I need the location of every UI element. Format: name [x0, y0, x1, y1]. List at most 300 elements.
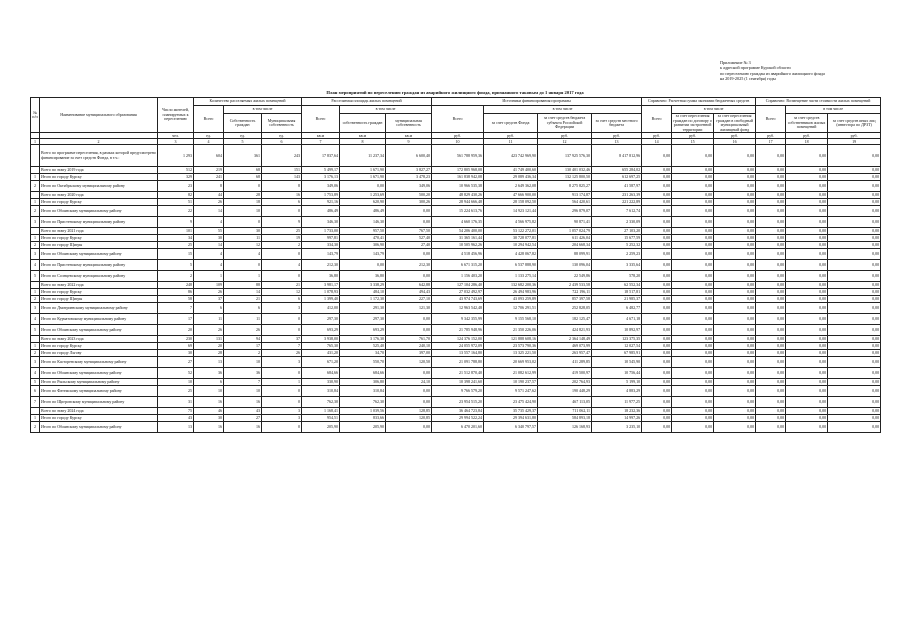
value-cell: 0,00: [642, 235, 672, 242]
value-cell: 1: [262, 379, 302, 386]
value-cell: 28 158 092,50: [484, 199, 538, 206]
header-fin-incl: в том числе: [484, 106, 642, 114]
value-cell: 0,00: [386, 397, 432, 408]
value-cell: 0,00: [756, 271, 786, 282]
municipality-name: Итого по Курчатовскому муниципальному району: [40, 314, 158, 325]
value-cell: 0,00: [714, 145, 756, 167]
municipality-name: Итого по Рыльскому муниципальному району: [40, 379, 158, 386]
value-cell: 0,00: [642, 303, 672, 314]
value-cell: 0,00: [672, 336, 714, 343]
value-cell: 0,00: [642, 192, 672, 199]
value-cell: 41 749 400,60: [484, 167, 538, 174]
unit-cell: руб.: [642, 133, 672, 139]
value-cell: 0,00: [642, 145, 672, 167]
value-cell: 0,00: [672, 174, 714, 181]
value-cell: 0,00: [672, 386, 714, 397]
value-cell: 1 671,90: [340, 174, 386, 181]
column-index-cell: 4: [194, 139, 224, 145]
value-cell: 0,00: [672, 145, 714, 167]
value-cell: 921,16: [302, 199, 340, 206]
people-count: 43: [158, 415, 194, 422]
value-cell: 0,00: [642, 167, 672, 174]
value-cell: 0,00: [714, 217, 756, 228]
value-cell: 0,00: [642, 408, 672, 415]
value-cell: 0,00: [672, 357, 714, 368]
people-count: 31: [158, 397, 194, 408]
row-number: 3: [31, 217, 40, 228]
value-cell: 722 196,11: [538, 289, 592, 296]
row-number: 1: [31, 415, 40, 422]
value-cell: 0,00: [828, 145, 881, 167]
municipality-name: Итого по Обоянскому муниципальному району: [40, 249, 158, 260]
value-cell: 62 552,34: [592, 282, 642, 289]
value-cell: 578,20: [592, 271, 642, 282]
value-cell: 0,00: [672, 289, 714, 296]
value-cell: 0,00: [642, 217, 672, 228]
value-cell: 584 893,18: [538, 415, 592, 422]
value-cell: 0,00: [786, 145, 828, 167]
header-finance-group: Источники финансирования программы: [432, 98, 642, 106]
value-cell: 0,00: [786, 397, 828, 408]
value-cell: 0,00: [828, 174, 881, 181]
value-cell: 4 518 456,96: [432, 249, 484, 260]
resettlement-plan-table: [30, 97, 881, 433]
value-cell: 330,90: [302, 379, 340, 386]
value-cell: 0,00: [828, 289, 881, 296]
value-cell: 26: [194, 289, 224, 296]
value-cell: 15 224 613,76: [432, 206, 484, 217]
value-cell: 0,00: [714, 379, 756, 386]
value-cell: 0,00: [756, 408, 786, 415]
table-row: [31, 303, 881, 314]
value-cell: 3 176,30: [340, 336, 386, 343]
table-row: [31, 379, 881, 386]
header-ref2-total: Всего: [756, 106, 786, 133]
value-cell: 0,00: [786, 167, 828, 174]
value-cell: 0,00: [786, 199, 828, 206]
value-cell: 9 766 579,20: [432, 386, 484, 397]
value-cell: 0,00: [642, 174, 672, 181]
value-cell: 0,00: [828, 336, 881, 343]
value-cell: 127 104 286,40: [432, 282, 484, 289]
value-cell: 0,00: [786, 228, 828, 235]
value-cell: 21 985,37: [592, 296, 642, 303]
row-number: 3: [31, 249, 40, 260]
value-cell: 24,10: [386, 379, 432, 386]
header-area-incl: в том числе: [340, 106, 432, 114]
value-cell: 27 103,20: [592, 228, 642, 235]
value-cell: 130 401 032,46: [538, 167, 592, 174]
value-cell: 0,00: [786, 343, 828, 350]
municipality-name: Итого по Солнцевскому муниципальному району: [40, 271, 158, 282]
value-cell: 30: [194, 415, 224, 422]
value-cell: 0,00: [714, 282, 756, 289]
value-cell: 1: [224, 271, 262, 282]
value-cell: 0,00: [786, 415, 828, 422]
value-cell: 10 190 237,57: [484, 379, 538, 386]
value-cell: 240,10: [386, 343, 432, 350]
column-index-cell: 3: [158, 139, 194, 145]
value-cell: 17: [224, 343, 262, 350]
municipality-name: Итого по городу Курску: [40, 235, 158, 242]
value-cell: 0: [224, 181, 262, 192]
value-cell: 0,00: [756, 192, 786, 199]
people-count: 17: [158, 314, 194, 325]
value-cell: 243: [262, 145, 302, 167]
row-number: 2: [31, 181, 40, 192]
municipality-name: Итого по городу Курску: [40, 343, 158, 350]
value-cell: 205,90: [340, 422, 386, 433]
table-row: [31, 260, 881, 271]
table-row: [31, 314, 881, 325]
value-cell: 14: [194, 242, 224, 249]
value-cell: 0,00: [386, 217, 432, 228]
value-cell: 4: [194, 260, 224, 271]
value-cell: 88: [224, 282, 262, 289]
value-cell: 0,00: [672, 397, 714, 408]
row-number: [31, 167, 40, 174]
header-fin-fund: за счет средств Фонда: [484, 114, 538, 133]
value-cell: 0,00: [642, 199, 672, 206]
unit-cell: руб.: [714, 133, 756, 139]
value-cell: 263 957,47: [538, 350, 592, 357]
value-cell: 6: [194, 303, 224, 314]
value-cell: 0,00: [672, 368, 714, 379]
value-cell: 8 417 812,96: [592, 145, 642, 167]
value-cell: 25: [262, 228, 302, 235]
value-cell: 0,00: [672, 249, 714, 260]
value-cell: 131: [194, 336, 224, 343]
value-cell: 0,00: [642, 386, 672, 397]
value-cell: 13 557 164,80: [432, 350, 484, 357]
municipality-name: Итого по городу Курску: [40, 199, 158, 206]
value-cell: 0,00: [828, 235, 881, 242]
value-cell: 0,00: [756, 206, 786, 217]
column-index-cell: 11: [484, 139, 538, 145]
value-cell: 68: [224, 167, 262, 174]
value-cell: 4 883,29: [592, 386, 642, 397]
value-cell: 0,00: [756, 343, 786, 350]
column-index-cell: 16: [714, 139, 756, 145]
unit-cell: руб.: [672, 133, 714, 139]
value-cell: 0,00: [828, 314, 881, 325]
value-cell: 121 888 608,16: [484, 336, 538, 343]
value-cell: 0,00: [672, 167, 714, 174]
value-cell: 0,00: [642, 422, 672, 433]
table-row: [31, 206, 881, 217]
value-cell: 0: [262, 206, 302, 217]
value-cell: 146,30: [340, 217, 386, 228]
value-cell: 0,00: [828, 271, 881, 282]
value-cell: 53 122 272,01: [484, 228, 538, 235]
row-number: 4: [31, 368, 40, 379]
value-cell: 620,90: [340, 199, 386, 206]
header-ref1-a: за счет переселения граждан по договору о развитии застроенной территории: [673, 113, 712, 132]
value-cell: 0,00: [714, 199, 756, 206]
value-cell: 14 997,26: [592, 415, 642, 422]
value-cell: 0,00: [828, 303, 881, 314]
value-cell: 3 235,10: [592, 422, 642, 433]
unit-cell: руб.: [786, 133, 828, 139]
value-cell: 655 284,02: [592, 167, 642, 174]
value-cell: 0,00: [756, 379, 786, 386]
value-cell: 1 733,00: [302, 228, 340, 235]
value-cell: 6 340 797,57: [484, 422, 538, 433]
value-cell: 3 981,17: [302, 282, 340, 289]
header-rooms-group: Количество расселяемых жилых помещений: [194, 98, 302, 106]
people-count: 69: [158, 343, 194, 350]
value-cell: 94: [224, 336, 262, 343]
unit-cell: ед.: [262, 133, 302, 139]
value-cell: 671,20: [302, 357, 340, 368]
value-cell: 486,49: [302, 206, 340, 217]
value-cell: 4: [262, 260, 302, 271]
value-cell: 0,00: [786, 217, 828, 228]
unit-cell: кв.м: [386, 133, 432, 139]
unit-cell: руб.: [828, 133, 881, 139]
value-cell: 424 821,93: [538, 325, 592, 336]
value-cell: 3: [262, 415, 302, 422]
value-cell: 0: [262, 271, 302, 282]
row-number: 2: [31, 242, 40, 249]
table-row: [31, 228, 881, 235]
value-cell: 0,00: [786, 350, 828, 357]
value-cell: 0,00: [828, 192, 881, 199]
value-cell: 143,79: [340, 249, 386, 260]
row-number: [31, 282, 40, 289]
value-cell: 6: [194, 379, 224, 386]
value-cell: 137 925 576,30: [538, 145, 592, 167]
table-row: [31, 271, 881, 282]
value-cell: 151: [262, 167, 302, 174]
value-cell: 8: [262, 181, 302, 192]
value-cell: 190 448,29: [538, 386, 592, 397]
value-cell: 0,00: [756, 181, 786, 192]
value-cell: 0,00: [642, 289, 672, 296]
column-index-cell: 5: [224, 139, 262, 145]
value-cell: 132 682 200,36: [484, 282, 538, 289]
value-cell: 0,00: [672, 282, 714, 289]
value-cell: 711 062,11: [538, 408, 592, 415]
people-count: 34: [158, 235, 194, 242]
value-cell: 0,00: [714, 249, 756, 260]
row-number: [31, 228, 40, 235]
value-cell: 1 156 403,20: [432, 271, 484, 282]
value-cell: 4: [194, 249, 224, 260]
column-index-cell: 2: [40, 139, 158, 145]
value-cell: 412,00: [302, 303, 340, 314]
value-cell: 0,00: [756, 242, 786, 249]
value-cell: 23 954 515,20: [432, 397, 484, 408]
value-cell: 469 073,99: [538, 343, 592, 350]
municipality-name: Итого по Фатежскому муниципальному району: [40, 386, 158, 397]
value-cell: 0,00: [828, 167, 881, 174]
value-cell: 0,00: [828, 386, 881, 397]
appendix-line: по переселению граждан из аварийного жилищного фонда: [720, 70, 825, 76]
value-cell: 0,00: [714, 167, 756, 174]
value-cell: 0,00: [786, 325, 828, 336]
row-number: 1: [31, 174, 40, 181]
value-cell: 0,00: [672, 303, 714, 314]
municipality-name: Итого по Пристенскому муниципальному району: [40, 260, 158, 271]
column-index-cell: 18: [786, 139, 828, 145]
value-cell: 0,00: [642, 282, 672, 289]
table-row: [31, 408, 881, 415]
value-cell: 18 517,81: [592, 289, 642, 296]
table-row: [31, 242, 881, 249]
column-index-cell: 17: [756, 139, 786, 145]
value-cell: 0,00: [714, 350, 756, 357]
value-cell: 693,29: [340, 325, 386, 336]
value-cell: 9 155 568,10: [484, 314, 538, 325]
value-cell: 0,00: [786, 336, 828, 343]
value-cell: 19: [262, 235, 302, 242]
value-cell: 36,80: [302, 271, 340, 282]
value-cell: 0,00: [828, 260, 881, 271]
value-cell: 252 828,05: [538, 303, 592, 314]
header-fin-regional: за счет средств бюджета субъекта Российской Федерации: [538, 114, 592, 133]
value-cell: 1 172,30: [340, 296, 386, 303]
value-cell: 0,00: [672, 343, 714, 350]
unit-cell: ед.: [194, 133, 224, 139]
value-cell: 27,40: [386, 242, 432, 249]
value-cell: 0,00: [828, 368, 881, 379]
column-index-cell: 19: [828, 139, 881, 145]
column-index-cell: 15: [672, 139, 714, 145]
value-cell: 0,00: [642, 228, 672, 235]
value-cell: 11: [224, 235, 262, 242]
value-cell: 9 342 355,99: [432, 314, 484, 325]
value-cell: 126 168,93: [538, 422, 592, 433]
column-index-cell: 6: [262, 139, 302, 145]
row-number: 5: [31, 379, 40, 386]
value-cell: 0,00: [642, 260, 672, 271]
value-cell: 16: [194, 422, 224, 433]
value-cell: 10 892,97: [592, 325, 642, 336]
unit-cell: кв.м: [302, 133, 340, 139]
value-cell: 46: [194, 408, 224, 415]
value-cell: 0,00: [714, 386, 756, 397]
unit-cell: руб.: [592, 133, 642, 139]
value-cell: 121,30: [386, 303, 432, 314]
value-cell: 20 669 953,02: [484, 357, 538, 368]
value-cell: 241: [194, 174, 224, 181]
value-cell: 6 671 315,20: [432, 260, 484, 271]
value-cell: 0,00: [756, 325, 786, 336]
appendix-line: на 2019-2025 (1 сентября) годы: [720, 76, 776, 82]
value-cell: 22 549,86: [538, 271, 592, 282]
value-cell: 0,00: [642, 325, 672, 336]
row-number: [31, 145, 40, 167]
value-cell: 120,50: [386, 357, 432, 368]
value-cell: 26: [224, 325, 262, 336]
value-cell: 16: [262, 192, 302, 199]
value-cell: 467 113,05: [538, 397, 592, 408]
value-cell: 143,79: [302, 249, 340, 260]
value-cell: 0,00: [756, 249, 786, 260]
people-count: 9: [158, 217, 194, 228]
value-cell: 291,30: [340, 303, 386, 314]
value-cell: 44: [194, 192, 224, 199]
people-count: 248: [158, 282, 194, 289]
value-cell: 7: [262, 343, 302, 350]
value-cell: 12 706 291,51: [484, 303, 538, 314]
municipality-name: Итого по Щигровскому муниципальному району: [40, 397, 158, 408]
value-cell: 4: [224, 249, 262, 260]
row-number: 2: [31, 422, 40, 433]
value-cell: 0,00: [786, 303, 828, 314]
value-cell: 4 660 176,35: [432, 217, 484, 228]
value-cell: 7: [224, 379, 262, 386]
value-cell: 8: [194, 181, 224, 192]
value-cell: 0,00: [756, 397, 786, 408]
value-cell: 1 057 024,79: [538, 228, 592, 235]
value-cell: 12 963 542,48: [432, 303, 484, 314]
value-cell: 6: [262, 199, 302, 206]
value-cell: 0,00: [756, 314, 786, 325]
value-cell: 693,29: [302, 325, 340, 336]
value-cell: 0,00: [714, 325, 756, 336]
value-cell: 21 512 870,40: [432, 368, 484, 379]
value-cell: 0,00: [786, 289, 828, 296]
unit-cell: руб.: [538, 133, 592, 139]
people-count: 20: [158, 325, 194, 336]
value-cell: 5 199,10: [592, 379, 642, 386]
value-cell: 1 753,89: [302, 192, 340, 199]
value-cell: 0,00: [828, 181, 881, 192]
value-cell: 0,00: [756, 145, 786, 167]
value-cell: 310,84: [340, 386, 386, 397]
value-cell: 0,00: [642, 350, 672, 357]
value-cell: 0,00: [756, 357, 786, 368]
value-cell: 0,00: [828, 242, 881, 249]
value-cell: 12: [262, 289, 302, 296]
value-cell: 0,00: [642, 249, 672, 260]
value-cell: 24 055 972,09: [432, 343, 484, 350]
municipality-name: Итого по городу Щигры: [40, 296, 158, 303]
row-number: [31, 192, 40, 199]
value-cell: 0,00: [756, 415, 786, 422]
people-count: 75: [158, 408, 194, 415]
value-cell: 47 666 900,00: [484, 192, 538, 199]
value-cell: 550,70: [340, 357, 386, 368]
value-cell: 527,40: [386, 235, 432, 242]
value-cell: 0,00: [714, 296, 756, 303]
people-count: 13: [158, 422, 194, 433]
row-number: 2: [31, 296, 40, 303]
value-cell: 0,00: [386, 368, 432, 379]
value-cell: 0,00: [714, 368, 756, 379]
appendix-line: Приложение № 3: [720, 60, 751, 65]
people-count: 329: [158, 174, 194, 181]
row-number: [31, 408, 40, 415]
header-ref2-group: Справочно: Возмещение части стоимости жилых помещений: [756, 98, 881, 106]
value-cell: 29 394 631,80: [484, 415, 538, 422]
value-cell: 0,00: [756, 350, 786, 357]
value-cell: 3 827,27: [386, 167, 432, 174]
table-row: [31, 296, 881, 303]
people-count: 512: [158, 167, 194, 174]
people-count: 58: [158, 296, 194, 303]
people-count: 25: [158, 242, 194, 249]
value-cell: 123 375,35: [592, 336, 642, 343]
table-row: [31, 167, 881, 174]
value-cell: 0,00: [714, 206, 756, 217]
value-cell: 0: [262, 386, 302, 397]
header-fin-total: Всего: [432, 106, 484, 133]
value-cell: 29 089 436,34: [484, 174, 538, 181]
value-cell: 0,00: [756, 260, 786, 271]
